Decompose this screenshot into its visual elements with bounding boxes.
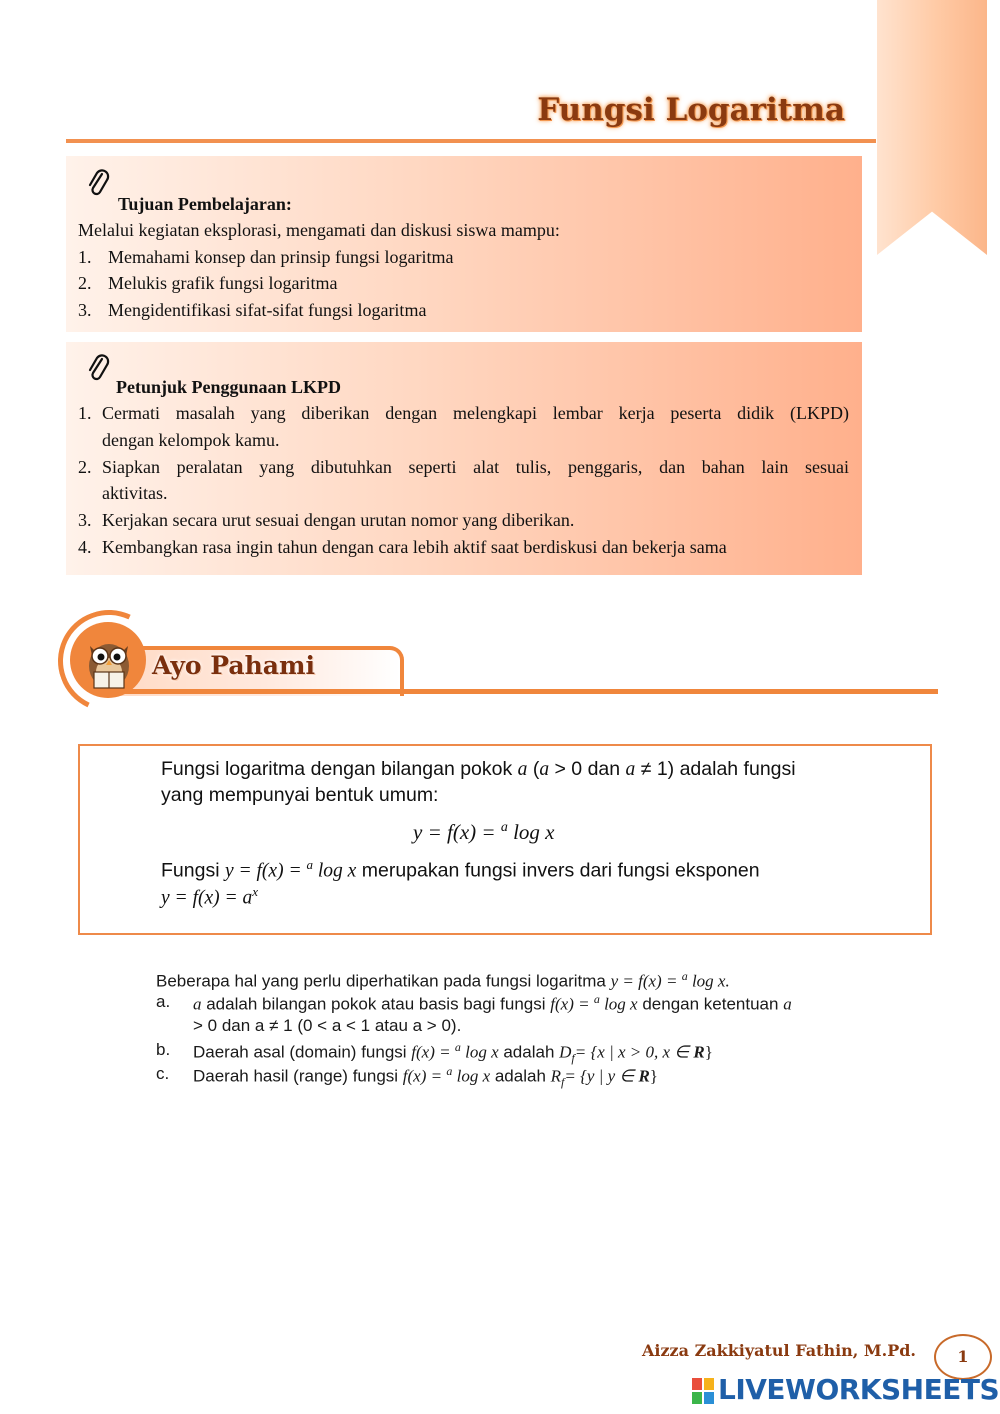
list-number: 4. [78, 537, 92, 557]
math-var: a [783, 994, 792, 1014]
definition-line-1 [161, 758, 796, 781]
note-item-c [193, 1064, 658, 1090]
math-formula: log x [313, 860, 357, 882]
liveworksheets-brand[interactable]: LIVEWORKSHEETS [718, 1373, 1000, 1406]
objective-item: Melukis grafik fungsi logaritma [108, 273, 338, 293]
page-title: Fungsi Logaritma [537, 92, 845, 128]
page-number: 1 [934, 1334, 992, 1380]
text-span: Daerah hasil (range) fungsi [193, 1066, 403, 1086]
math-sub: f [561, 1075, 565, 1090]
math-sup: a [454, 1040, 461, 1054]
objectives-heading: Tujuan Pembelajaran: [118, 194, 292, 214]
math-formula: = {y | y ∈ [564, 1066, 639, 1086]
instruction-item-cont: aktivitas. [102, 483, 168, 503]
instruction-item: Kerjakan secara urut sesuai dengan urutan nomor yang diberikan. [102, 510, 575, 530]
math-sup: x [252, 884, 259, 899]
math-formula: y = f(x) = a [161, 887, 253, 909]
text-span: Beberapa hal yang perlu diperhatikan pada fungsi logaritma [156, 971, 611, 991]
list-number: 3. [78, 300, 92, 320]
text-span: Fungsi [161, 859, 225, 882]
instruction-item: Siapkan peralatan yang dibutuhkan seperti alat tulis, penggaris, dan bahan lain sesuai [102, 457, 849, 477]
text-span: Daerah asal (domain) fungsi [193, 1042, 412, 1062]
math-var: a [539, 759, 550, 780]
instruction-item: Kembangkan rasa ingin tahun dengan cara lebih aktif saat berdiskusi dan bekerja sama [102, 537, 727, 557]
definition-line-4 [161, 857, 760, 883]
paperclip-icon [86, 168, 110, 200]
math-var: a [193, 994, 202, 1014]
math-formula: log x. [687, 971, 730, 991]
text-span: merupakan fungsi invers dari fungsi eksponen [356, 859, 760, 882]
objective-item: Memahami konsep dan prinsip fungsi logaritma [108, 247, 454, 267]
math-formula: y = f(x) = [610, 971, 682, 991]
text-span: dengan ketentuan [637, 994, 784, 1014]
text-span: > 0 dan [549, 758, 626, 780]
math-sup: a [593, 992, 600, 1006]
instruction-item: Cermati masalah yang diberikan dengan melengkapi lembar kerja peserta didik (LKPD) [102, 403, 849, 423]
math-var: R [693, 1042, 705, 1062]
list-number: 3. [78, 510, 92, 530]
math-var: a [625, 759, 636, 780]
text-span: Fungsi logaritma dengan bilangan pokok [161, 758, 518, 780]
math-formula: y = f(x) = [224, 860, 307, 882]
author-name: Aizza Zakkiyatul Fathin, M.Pd. [641, 1341, 916, 1360]
instructions-heading: Petunjuk Penggunaan LKPD [116, 377, 342, 397]
instruction-item-cont: dengan kelompok kamu. [102, 430, 280, 450]
math-formula: log x [452, 1066, 491, 1086]
objective-item: Mengidentifikasi sifat-sifat fungsi logaritma [108, 300, 427, 320]
definition-formula [413, 820, 554, 845]
math-formula: log x [460, 1042, 499, 1062]
math-formula: f(x) = [550, 994, 594, 1014]
section-divider [100, 689, 938, 694]
math-formula: f(x) = [402, 1066, 447, 1086]
objectives-intro: Melalui kegiatan eksplorasi, mengamati dan diskusi siswa mampu: [78, 220, 560, 240]
math-formula: log x [507, 820, 555, 844]
list-label: a. [156, 992, 171, 1011]
math-sup: a [500, 820, 508, 835]
list-number: 2. [78, 273, 92, 293]
text-span: adalah bilangan pokok atau basis bagi fungsi [201, 994, 551, 1014]
paperclip-icon [86, 353, 110, 385]
math-var: D [559, 1042, 572, 1062]
math-sup: a [681, 969, 688, 983]
text-span: ≠ 1) adalah fungsi [635, 758, 796, 780]
math-var: a [517, 759, 528, 780]
text-span: adalah [498, 1042, 560, 1062]
title-divider [66, 139, 876, 143]
definition-line-5 [161, 884, 258, 910]
list-number: 2. [78, 457, 92, 477]
text-span: adalah [490, 1066, 551, 1086]
notes-intro [156, 969, 730, 992]
math-formula: = {x | x > 0, x ∈ [574, 1042, 694, 1062]
list-label: c. [156, 1064, 170, 1083]
list-number: 1. [78, 247, 92, 267]
note-item-b [193, 1040, 713, 1066]
owl-reading-icon [78, 628, 140, 694]
math-formula: log x [599, 994, 638, 1014]
note-item-a [193, 992, 792, 1015]
math-sub: f [571, 1051, 575, 1066]
math-var: R [638, 1066, 650, 1086]
text-span: } [649, 1066, 658, 1086]
note-item-a-cont: > 0 dan a ≠ 1 (0 < a < 1 atau a > 0). [193, 1016, 462, 1035]
corner-ribbon [877, 0, 987, 255]
math-sup: a [446, 1064, 453, 1078]
math-formula: f(x) = [411, 1042, 455, 1062]
text-span: } [704, 1042, 713, 1062]
section-title: Ayo Pahami [152, 651, 315, 680]
math-var: R [550, 1066, 562, 1086]
text-span: ( [527, 758, 540, 780]
list-label: b. [156, 1040, 171, 1059]
list-number: 1. [78, 403, 92, 423]
liveworksheets-logo-icon [692, 1378, 714, 1404]
math-formula: y = f(x) = [413, 820, 501, 844]
definition-line-2: yang mempunyai bentuk umum: [161, 784, 439, 806]
math-sup: a [306, 857, 313, 872]
